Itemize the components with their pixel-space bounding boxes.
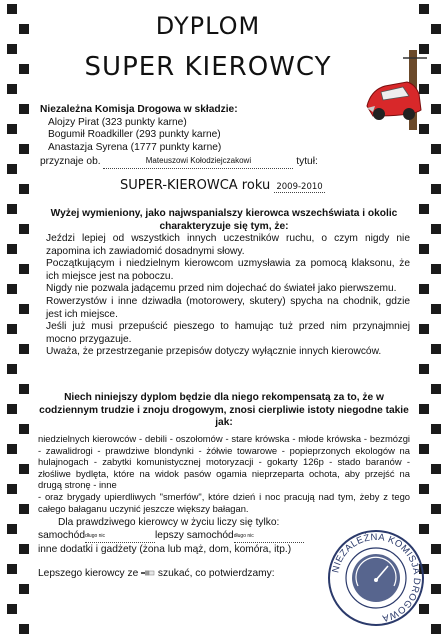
border-square bbox=[7, 324, 17, 334]
border-square bbox=[7, 364, 17, 374]
border-square bbox=[19, 24, 29, 34]
trait-1: Jeździ lepiej od wszystkich innych uczestników ruchu, o czym nigdy nie zapomina ich zawiadomić dosadnymi słowy. bbox=[46, 233, 410, 257]
border-square bbox=[19, 584, 29, 594]
border-square bbox=[431, 544, 441, 554]
car-label: samochód bbox=[38, 529, 86, 541]
border-square bbox=[419, 204, 429, 214]
border-square bbox=[419, 284, 429, 294]
border-square bbox=[19, 64, 29, 74]
border-square bbox=[431, 504, 441, 514]
real-driver-heading: Dla prawdziwego kierowcy w życiu liczy się tylko: bbox=[58, 517, 280, 528]
border-square bbox=[431, 144, 441, 154]
trait-5: Jeśli już musi przepuścić pieszego to hamując tuż przed nim przynajmniej mocno przygazuje. bbox=[46, 321, 410, 345]
border-square bbox=[7, 124, 17, 134]
award-year: 2009-2010 bbox=[276, 182, 323, 192]
border-square bbox=[431, 384, 441, 394]
dots-2: długo nic bbox=[234, 529, 304, 544]
border-square bbox=[7, 84, 17, 94]
border-square bbox=[431, 184, 441, 194]
border-square bbox=[19, 464, 29, 474]
border-square bbox=[7, 484, 17, 494]
border-square bbox=[431, 304, 441, 314]
border-square bbox=[431, 264, 441, 274]
award-line bbox=[40, 156, 370, 170]
border-square bbox=[7, 604, 17, 614]
border-square bbox=[7, 204, 17, 214]
border-square bbox=[431, 224, 441, 234]
award-title-line bbox=[120, 180, 325, 194]
crashed-car-icon bbox=[363, 50, 433, 130]
better-driver-line bbox=[38, 568, 358, 581]
better-driver-suffix: szukać, co potwierdzamy: bbox=[157, 568, 275, 579]
commission-heading: Niezależna Komisja Drogowa w składzie: bbox=[40, 104, 238, 115]
traits-list bbox=[38, 233, 410, 359]
speedometer-icon bbox=[352, 554, 400, 602]
border-square bbox=[419, 244, 429, 254]
border-square bbox=[431, 584, 441, 594]
border-square bbox=[19, 504, 29, 514]
border-square bbox=[7, 524, 17, 534]
commission-stamp bbox=[326, 528, 426, 628]
border-square bbox=[7, 244, 17, 254]
border-square bbox=[19, 104, 29, 114]
border-square bbox=[19, 224, 29, 234]
border-square bbox=[419, 324, 429, 334]
trait-3: Nigdy nie pozwala jadącemu przed nim dojechać do świateł jako pierwszemu. bbox=[46, 283, 397, 295]
recipient-name: Mateuszowi Kołodziejczakowi bbox=[103, 155, 293, 169]
border-square bbox=[419, 444, 429, 454]
nuisances-section bbox=[38, 433, 410, 514]
better-car-label: lepszy samochód bbox=[155, 529, 234, 541]
border-square bbox=[431, 24, 441, 34]
border-square bbox=[7, 44, 17, 54]
stamp-text: NIEZALEŻNA KOMISJA DROGOWA bbox=[330, 531, 423, 624]
border-square bbox=[19, 144, 29, 154]
title-super-driver: SUPER KIEROWCY bbox=[84, 52, 332, 82]
border-square bbox=[19, 344, 29, 354]
border-square bbox=[19, 544, 29, 554]
title-diploma: DYPLOM bbox=[155, 12, 261, 40]
border-square bbox=[431, 464, 441, 474]
border-square bbox=[419, 404, 429, 414]
border-square bbox=[19, 624, 29, 634]
member-2: Bogumił Roadkiller (293 punkty karne) bbox=[48, 129, 221, 141]
border-square bbox=[7, 564, 17, 574]
nuisances-more: - oraz brygady upierdliwych "smerfów", które dzień i noc pracują nad tym, żeby z tego całego bałaganu uczynić jeszcze większy bałagan. bbox=[38, 490, 410, 514]
border-square bbox=[431, 624, 441, 634]
border-square bbox=[19, 384, 29, 394]
trait-2: Początkującym i niedzielnym kierowcom uzmysławia za pomocą klaksonu, że ich miejsce jest na poboczu. bbox=[46, 258, 410, 282]
award-title: SUPER-KIEROWCA roku bbox=[120, 178, 271, 193]
extras-text: inne dodatki i gadżety (żona lub mąż, dom, komóra, itp.) bbox=[38, 544, 292, 556]
trait-4: Rowerzystów i inne dziwadła (motorowery, skutery) spycha na chodnik, gdzie jest ich miejsce. bbox=[46, 295, 410, 320]
better-driver-prefix: Lepszego kierowcy ze bbox=[38, 568, 139, 579]
border-square bbox=[7, 444, 17, 454]
intro-text: Wyżej wymieniony, jako najwspanialszy kierowca wszechświata i okolic charakteryzuje się tym, że: bbox=[50, 208, 398, 232]
border-square bbox=[419, 164, 429, 174]
awards-suffix: tytuł: bbox=[296, 156, 318, 167]
dots-1: długo nic bbox=[85, 529, 155, 544]
border-square bbox=[419, 484, 429, 494]
border-square bbox=[19, 264, 29, 274]
border-square bbox=[431, 344, 441, 354]
border-square bbox=[7, 284, 17, 294]
border-square bbox=[419, 364, 429, 374]
nuisances-list: niedzielnych kierowców - debili - oszołomów - stare krówska - młode krówska - bezmózgi - zawalidrogi - prawdziwe blondynki - żółwie towarowe - popieprzonych ekologów na hulajnogach - zabytki komunistycznej motoryzacji - gokarty 126p - stado baranów - złośliwe bydlęta, które na widok pasów ogamia nieprzeparta ochota, aby przejść na drugą stronę - inne bbox=[38, 433, 410, 491]
border-square bbox=[7, 404, 17, 414]
left-checkered-border bbox=[6, 0, 30, 640]
reward-text: Niech niniejszy dyplom będzie dla niego rekompensatą za to, że w codziennym trudzie i znoju drogowym, znosi cierpliwie istoty niegodne takie jak: bbox=[39, 392, 409, 429]
diploma-page bbox=[38, 0, 423, 640]
commission-section bbox=[40, 104, 360, 154]
member-3: Anastazja Syrena (1777 punkty karne) bbox=[48, 141, 222, 153]
member-1: Alojzy Pirat (323 punkty karne) bbox=[48, 116, 187, 128]
border-square bbox=[19, 184, 29, 194]
spark-plug-icon bbox=[141, 568, 155, 578]
border-square bbox=[7, 4, 17, 14]
border-square bbox=[19, 424, 29, 434]
border-square bbox=[19, 304, 29, 314]
border-square bbox=[419, 4, 429, 14]
awards-prefix: przyznaje ob. bbox=[40, 156, 101, 167]
border-square bbox=[431, 424, 441, 434]
trait-6: Uważa, że przestrzeganie przepisów dotyczy wyłącznie innych kierowców. bbox=[46, 346, 382, 358]
border-square bbox=[7, 164, 17, 174]
